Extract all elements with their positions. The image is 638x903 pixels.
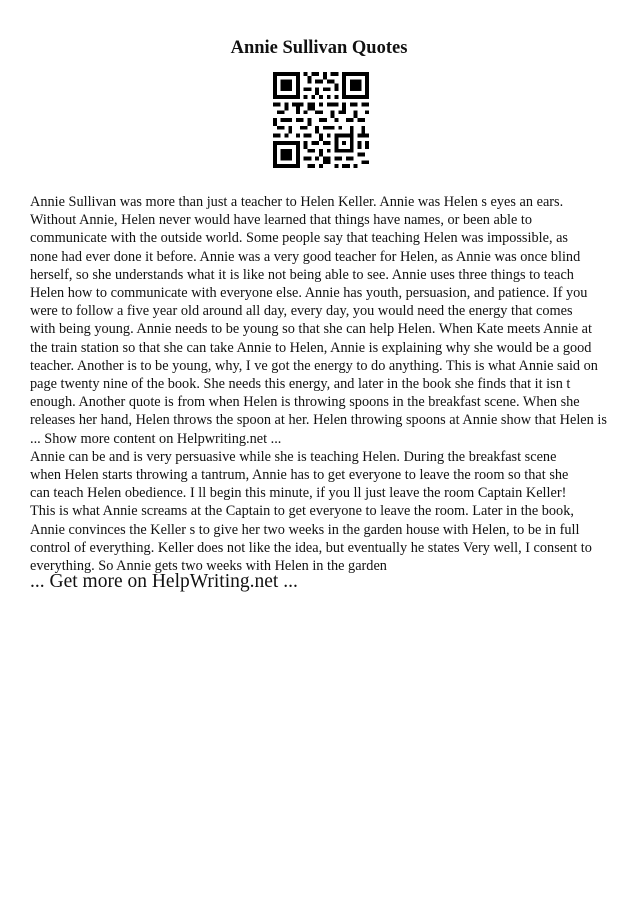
get-more-link[interactable]: ... Get more on HelpWriting.net ... <box>30 571 298 592</box>
qr-code-icon <box>273 72 369 168</box>
body-line: none had ever done it before. Annie was a very good teacher for Helen, as Annie was once blind <box>30 248 581 265</box>
essay-body <box>30 193 630 575</box>
body-line: enough. Another quote is from when Helen is throwing spoons in the breakfast scene. When she <box>30 394 580 411</box>
body-line: Annie Sullivan was more than just a teacher to Helen Keller. Annie was Helen s eyes an ears. <box>30 194 564 210</box>
body-line: Annie convinces the Keller s to give her two weeks in the garden house with Helen, to be in full <box>30 521 580 538</box>
body-line: Annie can be and is very persuasive while she is teaching Helen. During the breakfast scene <box>30 448 557 465</box>
body-line: Helen how to communicate with everyone else. Annie has youth, persuasion, and patience. If you <box>30 285 588 302</box>
body-line: teacher. Another is to be young, why, I ve got the energy to do anything. This is what Annie said on <box>30 357 598 374</box>
body-line: page twenty nine of the book. She needs this energy, and later in the book she finds that it isn t <box>30 376 571 393</box>
body-line: releases her hand, Helen throws the spoon at her. Helen throwing spoons at Annie show that Helen is <box>30 412 607 429</box>
body-line: control of everything. Keller does not like the idea, but eventually he states Very well, I consent to <box>30 539 592 556</box>
body-line: This is what Annie screams at the Captain to get everyone to leave the room. Later in the book, <box>30 503 574 520</box>
show-more-link[interactable]: ... Show more content on Helpwriting.net ... <box>30 430 282 447</box>
body-line: with being young. Annie needs to be young so that she can help Helen. When Kate meets Annie at <box>30 321 592 338</box>
body-line: herself, so she understands what it is like not being able to see. Annie uses three things to teach <box>30 266 574 283</box>
body-line: communicate with the outside world. Some people say that teaching Helen was impossible, as <box>30 230 568 247</box>
body-line: everything. So Annie gets two weeks with Helen in the garden <box>30 558 387 575</box>
body-line: the train station so that she can take Annie to Helen, Annie is explaining why she would be a good <box>30 339 592 356</box>
page-title: Annie Sullivan Quotes <box>230 38 408 58</box>
body-line: Without Annie, Helen never would have learned that things have names, or been able to <box>30 212 533 229</box>
body-line: when Helen starts throwing a tantrum, Annie has to get everyone to leave the room so that she <box>30 467 569 484</box>
body-line: were to follow a five year old around all day, every day, you would need the energy that comes <box>30 303 573 320</box>
body-line: can teach Helen obedience. I ll begin this minute, if you ll just leave the room Captain Keller! <box>30 485 567 502</box>
